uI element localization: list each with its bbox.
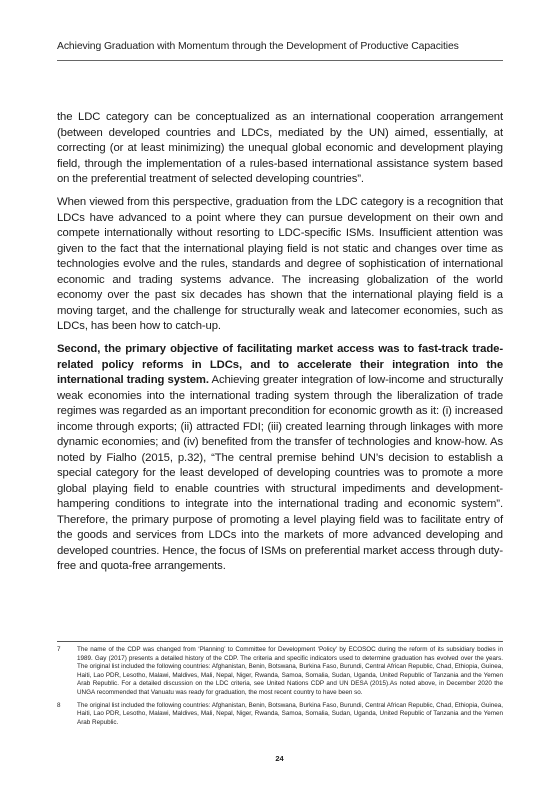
footnote-number: 7 xyxy=(57,646,61,653)
paragraph-3-lead: Second, the primary objective of facilitating market access was to fast-track trade-related policy reforms in LDCs, and to accelerate their integration into the international trading system. xyxy=(57,343,503,386)
paragraph-3 xyxy=(57,342,503,575)
paragraph-2: When viewed from this perspective, graduation from the LDC category is a recognition that LDCs have advanced to a point where they can pursue development on their own and compete internationally without resorting to LDC-specific ISMs. Insufficient attention was given to the fact that the international playing field is not static and changes over time as technologies evolve and the rules, standards and degree of sophistication of international economic and trading systems advance. The increasing globalization of the world economy over the past six decades has shown that the international playing field is a moving target, and the challenge for structurally weak and latecomer economies, such as LDCs, has been how to catch-up. xyxy=(57,196,503,332)
footnote-divider xyxy=(57,641,503,642)
main-body xyxy=(57,110,503,582)
paragraph-3-body: Achieving greater integration of low-income and structurally weak economies into the international trading system through the liberalization of trade regimes was regarded as an important precondition for economic growth as it: (i) increased income through exports; (ii) attracted FDI; (iii) created learning through linkages with more dynamic economies; and (iv) benefited from the transfer of technologies and know-how. As noted by Fialho (2015, p.32), “The central premise behind UN’s decision to establish a special category for the least developed of developing countries was to promote a more global playing field to enable countries with structural impediments and development-hampering conditions to integrate into the international trading and economic system”. Therefore, the primary purpose of promoting a level playing field was to facilitate entry of the goods and services from LDCs into the markets of more advanced developing and developed countries. Hence, the focus of ISMs on preferential market access through duty-free and quota-free arrangements. xyxy=(57,374,504,572)
footnote-text: The name of the CDP was changed from ‘Planning’ to Committee for Development ‘Policy’ by ECOSOC during the reform of its subsidiary bodies in 1989. Gay (2017) presents a detailed history of the CDP. The criteria and specific indicators used to determine graduation has evolved over the years. The original list included the following countries: Afghanistan, Benin, Botswana, Burkina Faso, Burundi, Central African Republic, Chad, Ethiopia, Guinea, Haiti, Lao PDR, Lesotho, Malawi, Maldives, Mali, Nepal, Niger, Rwanda, Samoa, Somalia, Sudan, Uganda, United Republic of Tanzania and the Yemen Arab Republic. For a detailed discussion on the LDC criteria, see United Nations CDP and UN DESA (2015).As noted above, in December 2020 the UNGA recommended that Vanuatu was ready for graduation, the most recent country to have been so. xyxy=(77,646,503,696)
header-divider xyxy=(57,60,503,61)
paragraph-1: the LDC category can be conceptualized as an international cooperation arrangement (between developed countries and LDCs, mediated by the UN) aimed, essentially, at correcting (or at least minimizing) the unequal global economic and development playing field, through the implementation of a rules-based international assistance system based on the preferential treatment of selected developing countries”. xyxy=(57,111,503,185)
footnotes xyxy=(57,646,503,731)
footnote-text: The original list included the following countries: Afghanistan, Benin, Botswana, Burkina Faso, Burundi, Central African Republic, Chad, Ethiopia, Guinea, Haiti, Lao PDR, Lesotho, Malawi, Maldives, Mali, Nepal, Niger, Rwanda, Samoa, Somalia, Sudan, Uganda, United Republic of Tanzania and the Yemen Arab Republic. xyxy=(77,701,503,726)
page-number: 24 xyxy=(275,754,284,763)
footnote-7 xyxy=(57,646,503,698)
footnote-8 xyxy=(57,702,503,728)
running-header: Achieving Graduation with Momentum through the Development of Productive Capacities xyxy=(57,41,459,52)
footnote-number: 8 xyxy=(57,701,61,709)
